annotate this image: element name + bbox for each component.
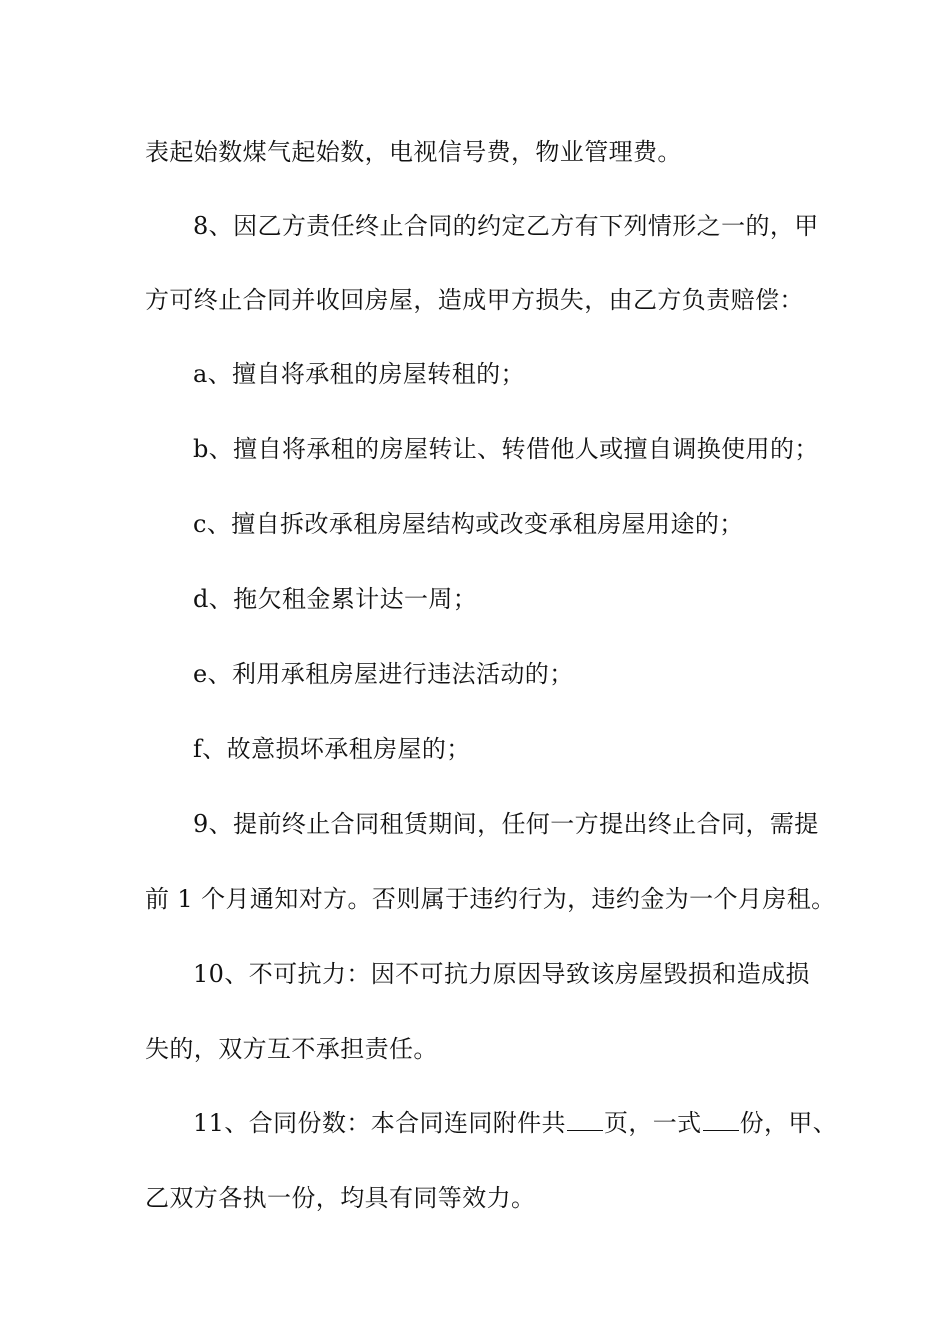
list-item: b、擅自将承租的房屋转让、转借他人或擅自调换使用的； (193, 435, 819, 463)
list-item: e、利用承租房屋进行违法活动的； (193, 660, 574, 688)
list-item: d、拖欠租金累计达一周； (193, 585, 478, 613)
paragraph-line (193, 1108, 873, 1138)
page-count-blank (567, 1108, 603, 1131)
paragraph-line: 10、不可抗力：因不可抗力原因导致该房屋毁损和造成损 (193, 960, 810, 988)
paragraph-line: 前 1 个月通知对方。否则属于违约行为，违约金为一个月房租。 (145, 885, 836, 913)
copy-count-blank (703, 1108, 739, 1131)
text-segment: 页，一式 (603, 1109, 702, 1137)
paragraph-line: 表起始数煤气起始数，电视信号费，物业管理费。 (145, 138, 682, 166)
paragraph-line: 9、提前终止合同租赁期间，任何一方提出终止合同，需提 (193, 810, 819, 838)
list-item: f、故意损坏承租房屋的； (193, 735, 471, 763)
paragraph-line: 乙双方各执一份，均具有同等效力。 (145, 1184, 536, 1212)
paragraph-line: 8、因乙方责任终止合同的约定乙方有下列情形之一的，甲 (193, 212, 819, 240)
list-item: a、擅自将承租的房屋转租的； (193, 360, 525, 388)
text-segment: 份，甲、 (739, 1109, 838, 1137)
paragraph-line: 失的，双方互不承担责任。 (145, 1035, 438, 1063)
list-item: c、擅自拆改承租房屋结构或改变承租房屋用途的； (193, 510, 744, 538)
text-segment: 11、合同份数：本合同连同附件共 (193, 1109, 566, 1137)
paragraph-line: 方可终止合同并收回房屋，造成甲方损失，由乙方负责赔偿： (145, 286, 804, 314)
